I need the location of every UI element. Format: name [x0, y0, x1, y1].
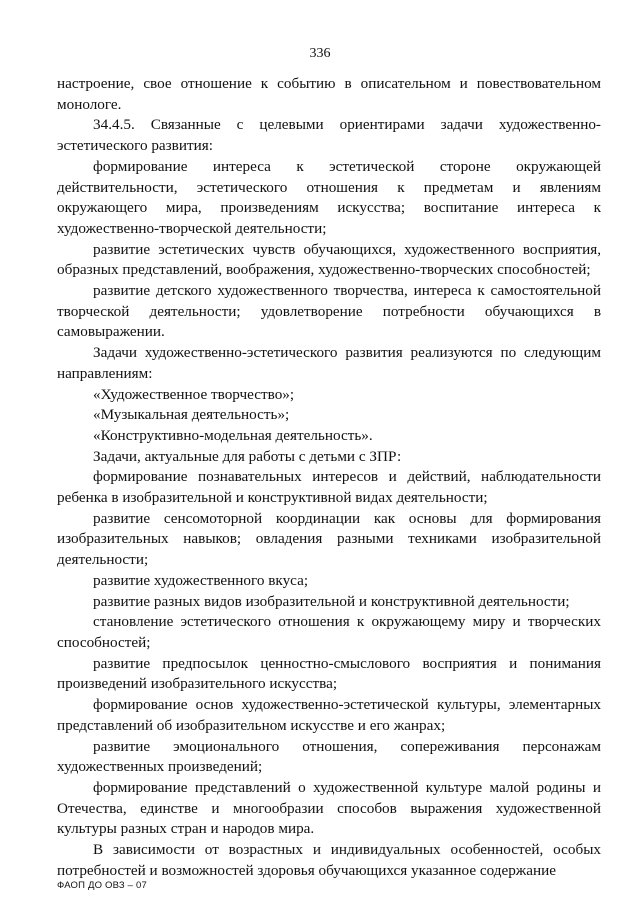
- paragraph: развитие разных видов изобразительной и конструктивной деятельности;: [93, 592, 570, 610]
- list-item: «Музыкальная деятельность»;: [93, 406, 290, 424]
- paragraph: развитие эстетических чувств обучающихся, художественного восприятия, образных представлений, воображения, художественно-творческих способностей;: [57, 240, 601, 279]
- list-item: «Художественное творчество»;: [93, 385, 295, 403]
- footer-document-code: ФАОП ДО ОВЗ – 07: [57, 880, 147, 891]
- paragraph: настроение, свое отношение к событию в описательном и повествовательном монологе.: [57, 75, 601, 113]
- section-heading-paragraph: 34.4.5. Связанные с целевыми ориентирами задачи художественно-эстетического развития:: [57, 116, 601, 155]
- paragraph: развитие детского художественного творчества, интереса к самостоятельной творческой деятельности; удовлетворение потребности обучающихся в самовыражении.: [57, 282, 601, 341]
- document-text: [57, 74, 601, 881]
- paragraph: развитие художественного вкуса;: [93, 571, 309, 589]
- paragraph: развитие предпосылок ценностно-смыслового восприятия и понимания произведений изобразительного искусства;: [57, 654, 601, 693]
- paragraph: формирование основ художественно-эстетической культуры, элементарных представлений об изобразительном искусстве и его жанрах;: [57, 696, 601, 734]
- paragraph: В зависимости от возрастных и индивидуальных особенностей, особых потребностей и возможностей здоровья обучающихся указанное содержание: [57, 841, 601, 879]
- list-item: «Конструктивно-модельная деятельность».: [93, 426, 373, 444]
- paragraph: формирование представлений о художественной культуре малой родины и Отечества, единстве и многообразии способов выражения художественной культуры разных стран и народов мира.: [57, 778, 601, 838]
- paragraph: формирование интереса к эстетической стороне окружающей действительности, эстетического отношения к предметам и явлениям окружающего мира, произведениям искусства; воспитание интереса к художественно-творческой деятельности;: [57, 157, 601, 237]
- paragraph: Задачи художественно-эстетического развития реализуются по следующим направлениям:: [57, 344, 601, 382]
- paragraph: формирование познавательных интересов и действий, наблюдательности ребенка в изобразительной и конструктивной видах деятельности;: [57, 468, 601, 507]
- paragraph: Задачи, актуальные для работы с детьми с ЗПР:: [93, 447, 402, 465]
- paragraph: развитие эмоционального отношения, сопереживания персонажам художественных произведений;: [57, 737, 601, 776]
- paragraph: развитие сенсомоторной координации как основы для формирования изобразительных навыков; овладения разными техниками изобразительной деятельности;: [57, 509, 601, 569]
- paragraph: становление эстетического отношения к окружающему миру и творческих способностей;: [57, 613, 601, 651]
- page-number: 336: [309, 46, 331, 61]
